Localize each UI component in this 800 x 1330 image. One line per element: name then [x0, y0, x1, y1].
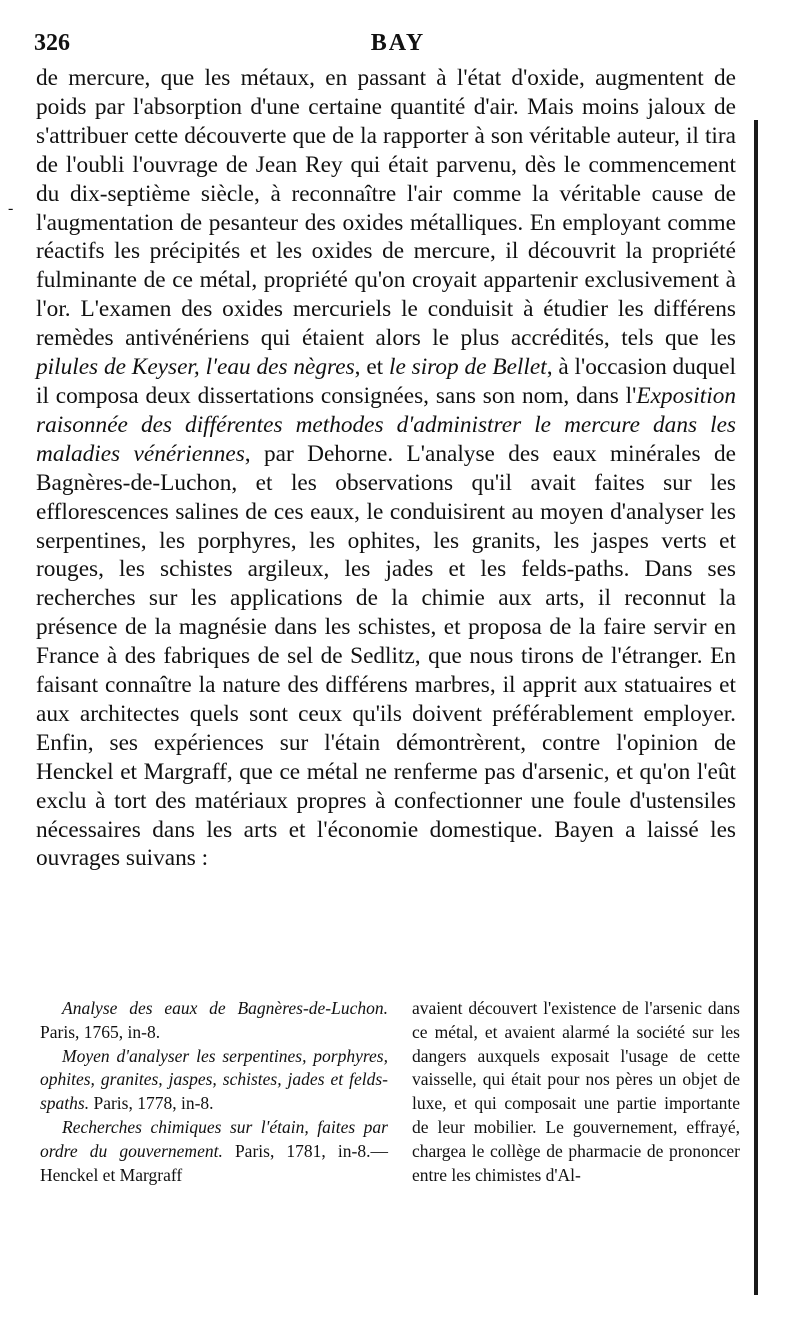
text-segment-italic: pilules de Keyser, l'eau des nègres: [36, 354, 355, 381]
entry-title: Analyse des eaux de Bagnères-de-Luchon.: [62, 998, 388, 1018]
text-segment: , et: [354, 354, 389, 381]
bibliography-left-column: [40, 997, 388, 1187]
bibliography-note: avaient découvert l'existence de l'arsenic dans ce métal, et avaient alarmé la société sur les dangers auxquels exposait l'usage de cette vaisselle, qui était pour nos pères un objet de luxe, et qui composait une partie importante de leur mobilier. Le gouvernement, effrayé, chargea le collège de pharmacie de prononcer entre les chimistes d'Al-: [412, 998, 740, 1185]
entry-title: Recherches chimiques sur l'étain, faites par ordre du gouvernement.: [40, 1116, 388, 1161]
bibliography-entry: [40, 1116, 388, 1187]
bibliography-entry: [40, 997, 388, 1045]
bibliography-entry: [40, 1045, 388, 1116]
text-segment: de mercure, que les métaux, en passant à l'état d'oxide, augmentent de poids par l'absorption d'une certaine quantité d'air. Mais moins jaloux de s'attribuer cette découverte que de la rapporter à son véritable auteur, il tira de l'oubli l'ouvrage de Jean Rey qui était parvenu, dès le commencement du dix-septième siècle, à reconnaître l'air comme la véritable cause de l'augmentation de pesanteur des oxides métalliques. En employant comme réactifs les précipités et les oxides de mercure, il découvrit la propriété fulminante de ce métal, propriété qu'on croyait appartenir exclusivement à l'or. L'examen des oxides mercuriels le conduisit à étudier les différens remèdes antivénériens qui étaient alors le plus accrédités, tels que les: [36, 65, 736, 352]
text-segment-italic: le sirop de Bellet: [388, 354, 547, 381]
page-header: [34, 30, 762, 66]
text-segment-italic: Exposition raisonnée des différentes methodes d'administrer le mercure dans les maladies vénériennes: [36, 382, 736, 467]
page-edge-rule: [754, 120, 758, 1295]
entry-details: Paris, 1778, in-8.: [89, 1093, 214, 1114]
entry-details: Paris, 1765, in-8.: [40, 1021, 161, 1042]
entry-details: Paris, 1781, in-8.— Henckel et Margraff: [40, 1140, 388, 1185]
text-segment: , par Dehorne. L'analyse des eaux minérales de Bagnères-de-Luchon, et les observations qu'il avait faites sur les efflorescences salines de ces eaux, le conduisirent au moyen d'analyser les serpentines, les porphyres, les ophites, les granits, les jaspes verts et rouges, les schistes argileux, les jades et les felds-paths. Dans ses recherches sur les applications de la chimie aux arts, il reconnut la présence de la magnésie dans les schistes, et proposa de la faire servir en France à des fabriques de sel de Sedlitz, que nous tirons de l'étranger. En faisant connaître la nature des différens marbres, il apprit aux statuaires et aux architectes quels sont ceux qu'ils doivent préférablement employer. Enfin, ses expériences sur l'étain démontrèrent, contre l'opinion de Henckel et Margraff, que ce métal ne renferme pas d'arsenic, et qu'on l'eût exclu à tort des matériaux propres à confectionner une foule d'ustensiles nécessaires dans les arts et l'économie domestique. Bayen a laissé les ouvrages suivans :: [36, 440, 736, 872]
main-text-block: [36, 64, 736, 873]
page-number: 326: [34, 30, 70, 56]
main-paragraph: [36, 64, 736, 873]
entry-title: Moyen d'analyser les serpentines, porphyres, ophites, granites, jaspes, schistes, jades et felds-spaths.: [40, 1045, 388, 1114]
margin-mark: -: [8, 200, 14, 217]
text-segment: , à l'occasion duquel il composa deux dissertations consignées, sans son nom, dans l': [36, 354, 736, 409]
bibliography-right-column: [412, 997, 740, 1187]
running-head: BAY: [370, 30, 426, 56]
